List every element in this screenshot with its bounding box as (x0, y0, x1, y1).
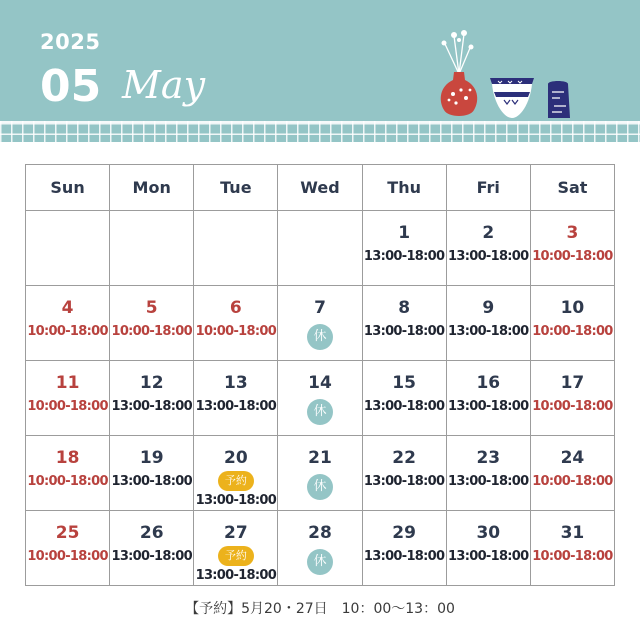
opening-hours: 10:00-18:00 (532, 249, 613, 264)
closed-badge: 休 (307, 549, 333, 575)
day-number: 31 (560, 523, 585, 543)
weekday-thu: Thu (362, 165, 446, 211)
day-number: 18 (55, 448, 80, 468)
day-cell-18 (26, 436, 110, 511)
week-row (26, 436, 615, 511)
weekday-sun: Sun (26, 165, 110, 211)
opening-hours: 10:00-18:00 (195, 324, 277, 339)
opening-hours: 10:00-18:00 (532, 324, 613, 339)
opening-hours: 10:00-18:00 (532, 474, 613, 489)
empty-cell (278, 211, 362, 286)
day-cell-6 (194, 286, 278, 361)
day-cell-16 (446, 361, 530, 436)
day-cell-22 (362, 436, 446, 511)
opening-hours: 10:00-18:00 (532, 549, 613, 564)
day-cell-9 (446, 286, 530, 361)
day-number: 21 (308, 448, 332, 468)
day-cell-24 (530, 436, 614, 511)
week-row (26, 511, 615, 586)
closed-badge: 休 (307, 474, 333, 500)
day-cell-31 (530, 511, 614, 586)
day-number: 9 (482, 298, 495, 318)
day-number: 15 (392, 373, 416, 393)
opening-hours: 13:00-18:00 (448, 249, 529, 264)
opening-hours: 13:00-18:00 (363, 324, 445, 339)
day-cell-8 (362, 286, 446, 361)
day-cell-2 (446, 211, 530, 286)
day-number: 30 (476, 523, 501, 543)
day-number: 4 (61, 298, 74, 318)
day-number: 22 (392, 448, 416, 468)
day-number: 3 (566, 223, 579, 243)
bowl-icon (490, 78, 534, 118)
opening-hours: 10:00-18:00 (111, 324, 192, 339)
day-cell-19 (110, 436, 194, 511)
day-cell-26 (110, 511, 194, 586)
opening-hours: 13:00-18:00 (195, 399, 277, 414)
empty-cell (194, 211, 278, 286)
day-cell-3 (530, 211, 614, 286)
day-number: 11 (55, 373, 80, 393)
day-number: 5 (145, 298, 158, 318)
day-number: 28 (308, 523, 332, 543)
day-cell-7 (278, 286, 362, 361)
day-number: 2 (482, 223, 495, 243)
opening-hours: 13:00-18:00 (111, 549, 192, 564)
day-cell-23 (446, 436, 530, 511)
reservation-note: 【予約】5月20・27日 10：00〜13：00 (185, 601, 455, 617)
opening-hours: 13:00-18:00 (448, 474, 529, 489)
header-banner (0, 0, 640, 142)
opening-hours: 13:00-18:00 (448, 324, 529, 339)
day-cell-20 (194, 436, 278, 511)
week-row (26, 361, 615, 436)
opening-hours: 13:00-18:00 (111, 399, 192, 414)
day-number: 8 (398, 298, 411, 318)
day-cell-10 (530, 286, 614, 361)
day-cell-5 (110, 286, 194, 361)
day-number: 12 (139, 373, 164, 393)
month-number: 05 (40, 61, 102, 112)
day-cell-27 (194, 511, 278, 586)
day-cell-15 (362, 361, 446, 436)
day-number: 20 (224, 448, 248, 468)
empty-cell (26, 211, 110, 286)
closed-badge: 休 (307, 399, 333, 425)
opening-hours: 13:00-18:00 (195, 493, 277, 508)
day-number: 10 (560, 298, 585, 318)
opening-hours: 13:00-18:00 (195, 568, 277, 583)
opening-hours: 10:00-18:00 (27, 399, 108, 414)
opening-hours: 10:00-18:00 (27, 474, 108, 489)
week-row (26, 286, 615, 361)
day-number: 6 (229, 298, 242, 318)
weekday-wed: Wed (278, 165, 362, 211)
day-number: 1 (398, 223, 411, 243)
day-number: 14 (308, 373, 332, 393)
opening-hours: 10:00-18:00 (532, 399, 613, 414)
reservation-badge: 予約 (218, 471, 254, 491)
weekday-mon: Mon (110, 165, 194, 211)
day-cell-11 (26, 361, 110, 436)
day-number: 25 (55, 523, 80, 543)
day-cell-17 (530, 361, 614, 436)
day-number: 27 (224, 523, 248, 543)
closed-badge: 休 (307, 324, 333, 350)
reservation-badge: 予約 (218, 546, 254, 566)
month-name: May (122, 63, 206, 107)
day-number: 23 (476, 448, 501, 468)
flower-vase-icon (441, 30, 477, 116)
day-cell-21 (278, 436, 362, 511)
grid-band (0, 121, 640, 142)
week-row (26, 211, 615, 286)
opening-hours: 10:00-18:00 (27, 549, 108, 564)
opening-hours: 10:00-18:00 (27, 324, 108, 339)
year-label: 2025 (40, 30, 101, 54)
opening-hours: 13:00-18:00 (363, 549, 445, 564)
day-number: 7 (314, 298, 326, 318)
day-cell-13 (194, 361, 278, 436)
day-cell-29 (362, 511, 446, 586)
day-cell-1 (362, 211, 446, 286)
day-number: 13 (224, 373, 248, 393)
pottery-illustration (430, 26, 580, 126)
weekday-header-row (26, 165, 615, 211)
opening-hours: 13:00-18:00 (448, 399, 529, 414)
weekday-sat: Sat (530, 165, 614, 211)
day-cell-28 (278, 511, 362, 586)
day-number: 29 (392, 523, 416, 543)
day-cell-12 (110, 361, 194, 436)
day-cell-4 (26, 286, 110, 361)
weekday-tue: Tue (194, 165, 278, 211)
opening-hours: 13:00-18:00 (363, 474, 445, 489)
day-cell-30 (446, 511, 530, 586)
empty-cell (110, 211, 194, 286)
opening-hours: 13:00-18:00 (363, 249, 445, 264)
day-number: 24 (560, 448, 585, 468)
opening-hours: 13:00-18:00 (448, 549, 529, 564)
day-number: 19 (139, 448, 164, 468)
cup-icon (548, 81, 570, 118)
day-number: 16 (476, 373, 501, 393)
weekday-fri: Fri (446, 165, 530, 211)
opening-hours: 13:00-18:00 (111, 474, 192, 489)
opening-hours: 13:00-18:00 (363, 399, 445, 414)
day-cell-14 (278, 361, 362, 436)
day-number: 17 (560, 373, 585, 393)
day-cell-25 (26, 511, 110, 586)
calendar-grid (25, 164, 615, 586)
day-number: 26 (139, 523, 164, 543)
